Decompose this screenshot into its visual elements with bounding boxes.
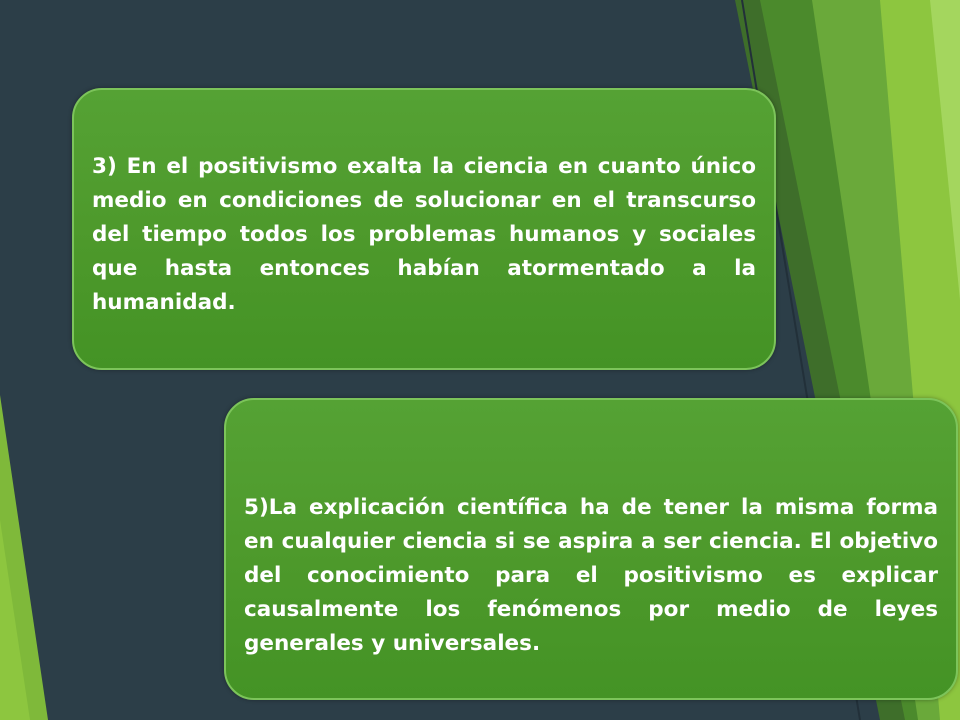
positivism-point-5-card xyxy=(224,398,958,700)
point-5-text: 5)La explicación científica ha de tener la misma forma en cualquier ciencia si se aspira a ser ciencia. El objetivo del conocimiento para el positivismo es explicar causalmente los fenómenos por medio de leyes generales y universales. xyxy=(244,495,938,656)
point-3-text: 3) En el positivismo exalta la ciencia en cuanto único medio en condiciones de solucionar en el transcurso del tiempo todos los problemas humanos y sociales que hasta entonces habían atormentado a la humanidad. xyxy=(92,154,756,315)
positivism-point-3-card xyxy=(72,88,776,370)
